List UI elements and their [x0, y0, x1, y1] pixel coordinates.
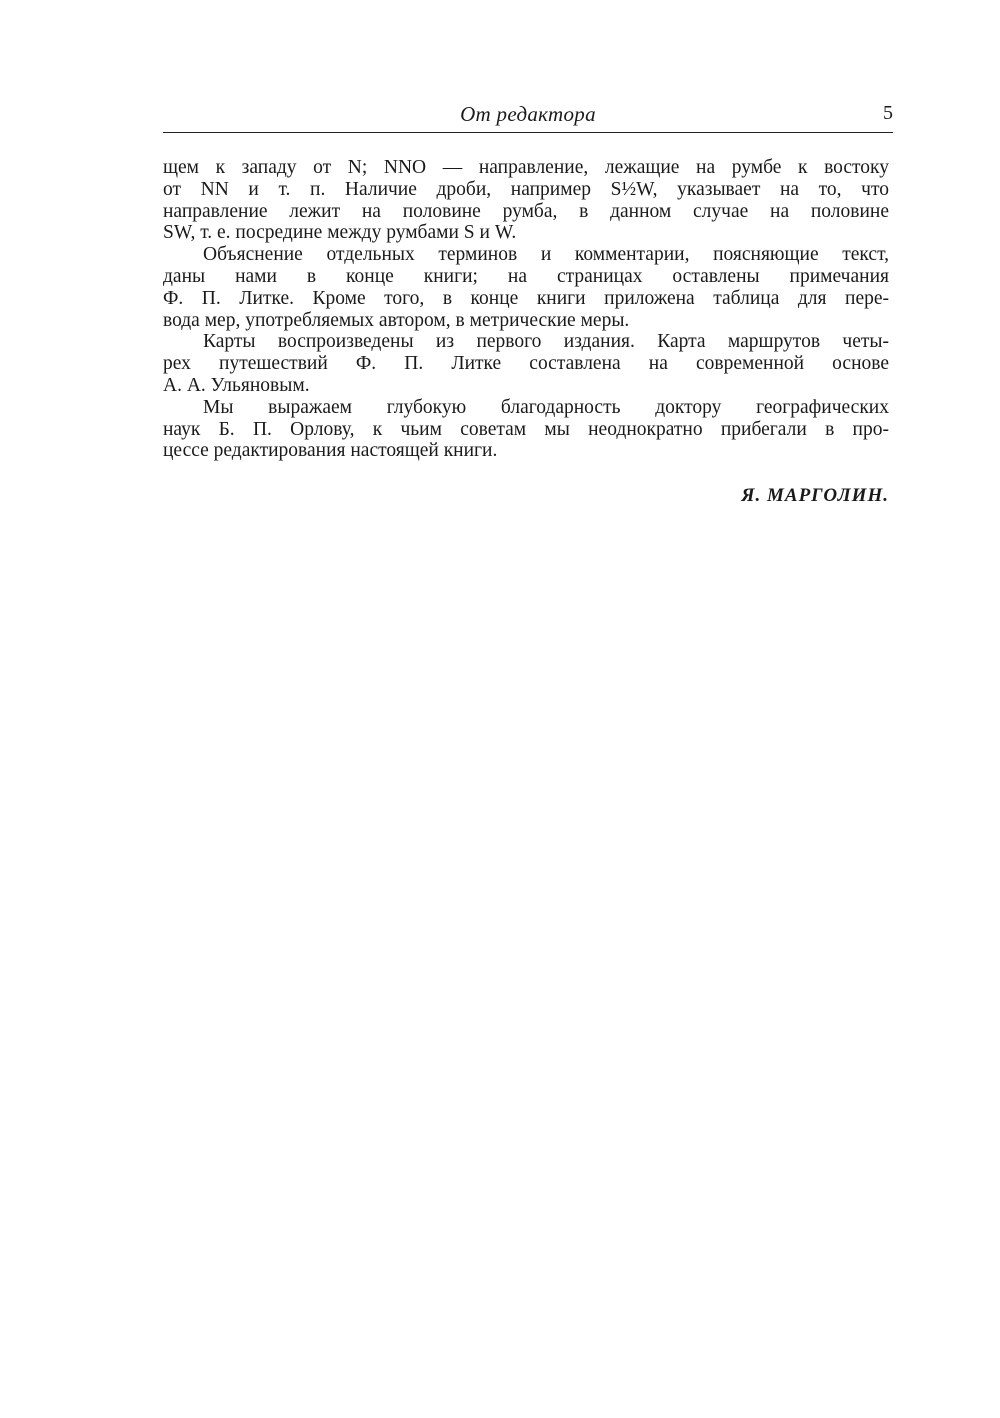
body-text: [163, 157, 889, 462]
text-line: от NN и т. п. Наличие дроби, например S½W, указывает на то, что: [163, 178, 889, 200]
running-title: От редактора: [460, 102, 596, 126]
author-signature: Я. МАРГОЛИН.: [741, 485, 889, 506]
text-line: Ф. П. Литке. Кроме того, в конце книги приложена таблица для пере-: [163, 287, 889, 309]
text-line: А. А. Ульяновым.: [163, 374, 310, 396]
text-line: наук Б. П. Орлову, к чьим советам мы неоднократно прибегали в про-: [163, 418, 889, 440]
text-line: щем к западу от N; NNO — направление, лежащие на румбе к востоку: [163, 157, 889, 178]
text-line: Карты воспроизведены из первого издания. Карта маршрутов четы-: [203, 331, 889, 353]
text-line: даны нами в конце книги; на страницах оставлены примечания: [163, 265, 889, 287]
text-line: Объяснение отдельных терминов и комментарии, поясняющие текст,: [203, 244, 889, 266]
running-head: [163, 102, 893, 130]
text-line: SW, т. е. посредине между румбами S и W.: [163, 222, 517, 244]
text-line: рех путешествий Ф. П. Литке составлена на современной основе: [163, 353, 889, 375]
header-rule: [163, 132, 893, 133]
page-number: 5: [883, 102, 893, 124]
text-line: цессе редактирования настоящей книги.: [163, 440, 498, 462]
text-line: Мы выражаем глубокую благодарность доктору географических: [203, 396, 889, 418]
text-line: направление лежит на половине румба, в данном случае на половине: [163, 200, 889, 222]
text-line: вода мер, употребляемых автором, в метрические меры.: [163, 309, 630, 331]
